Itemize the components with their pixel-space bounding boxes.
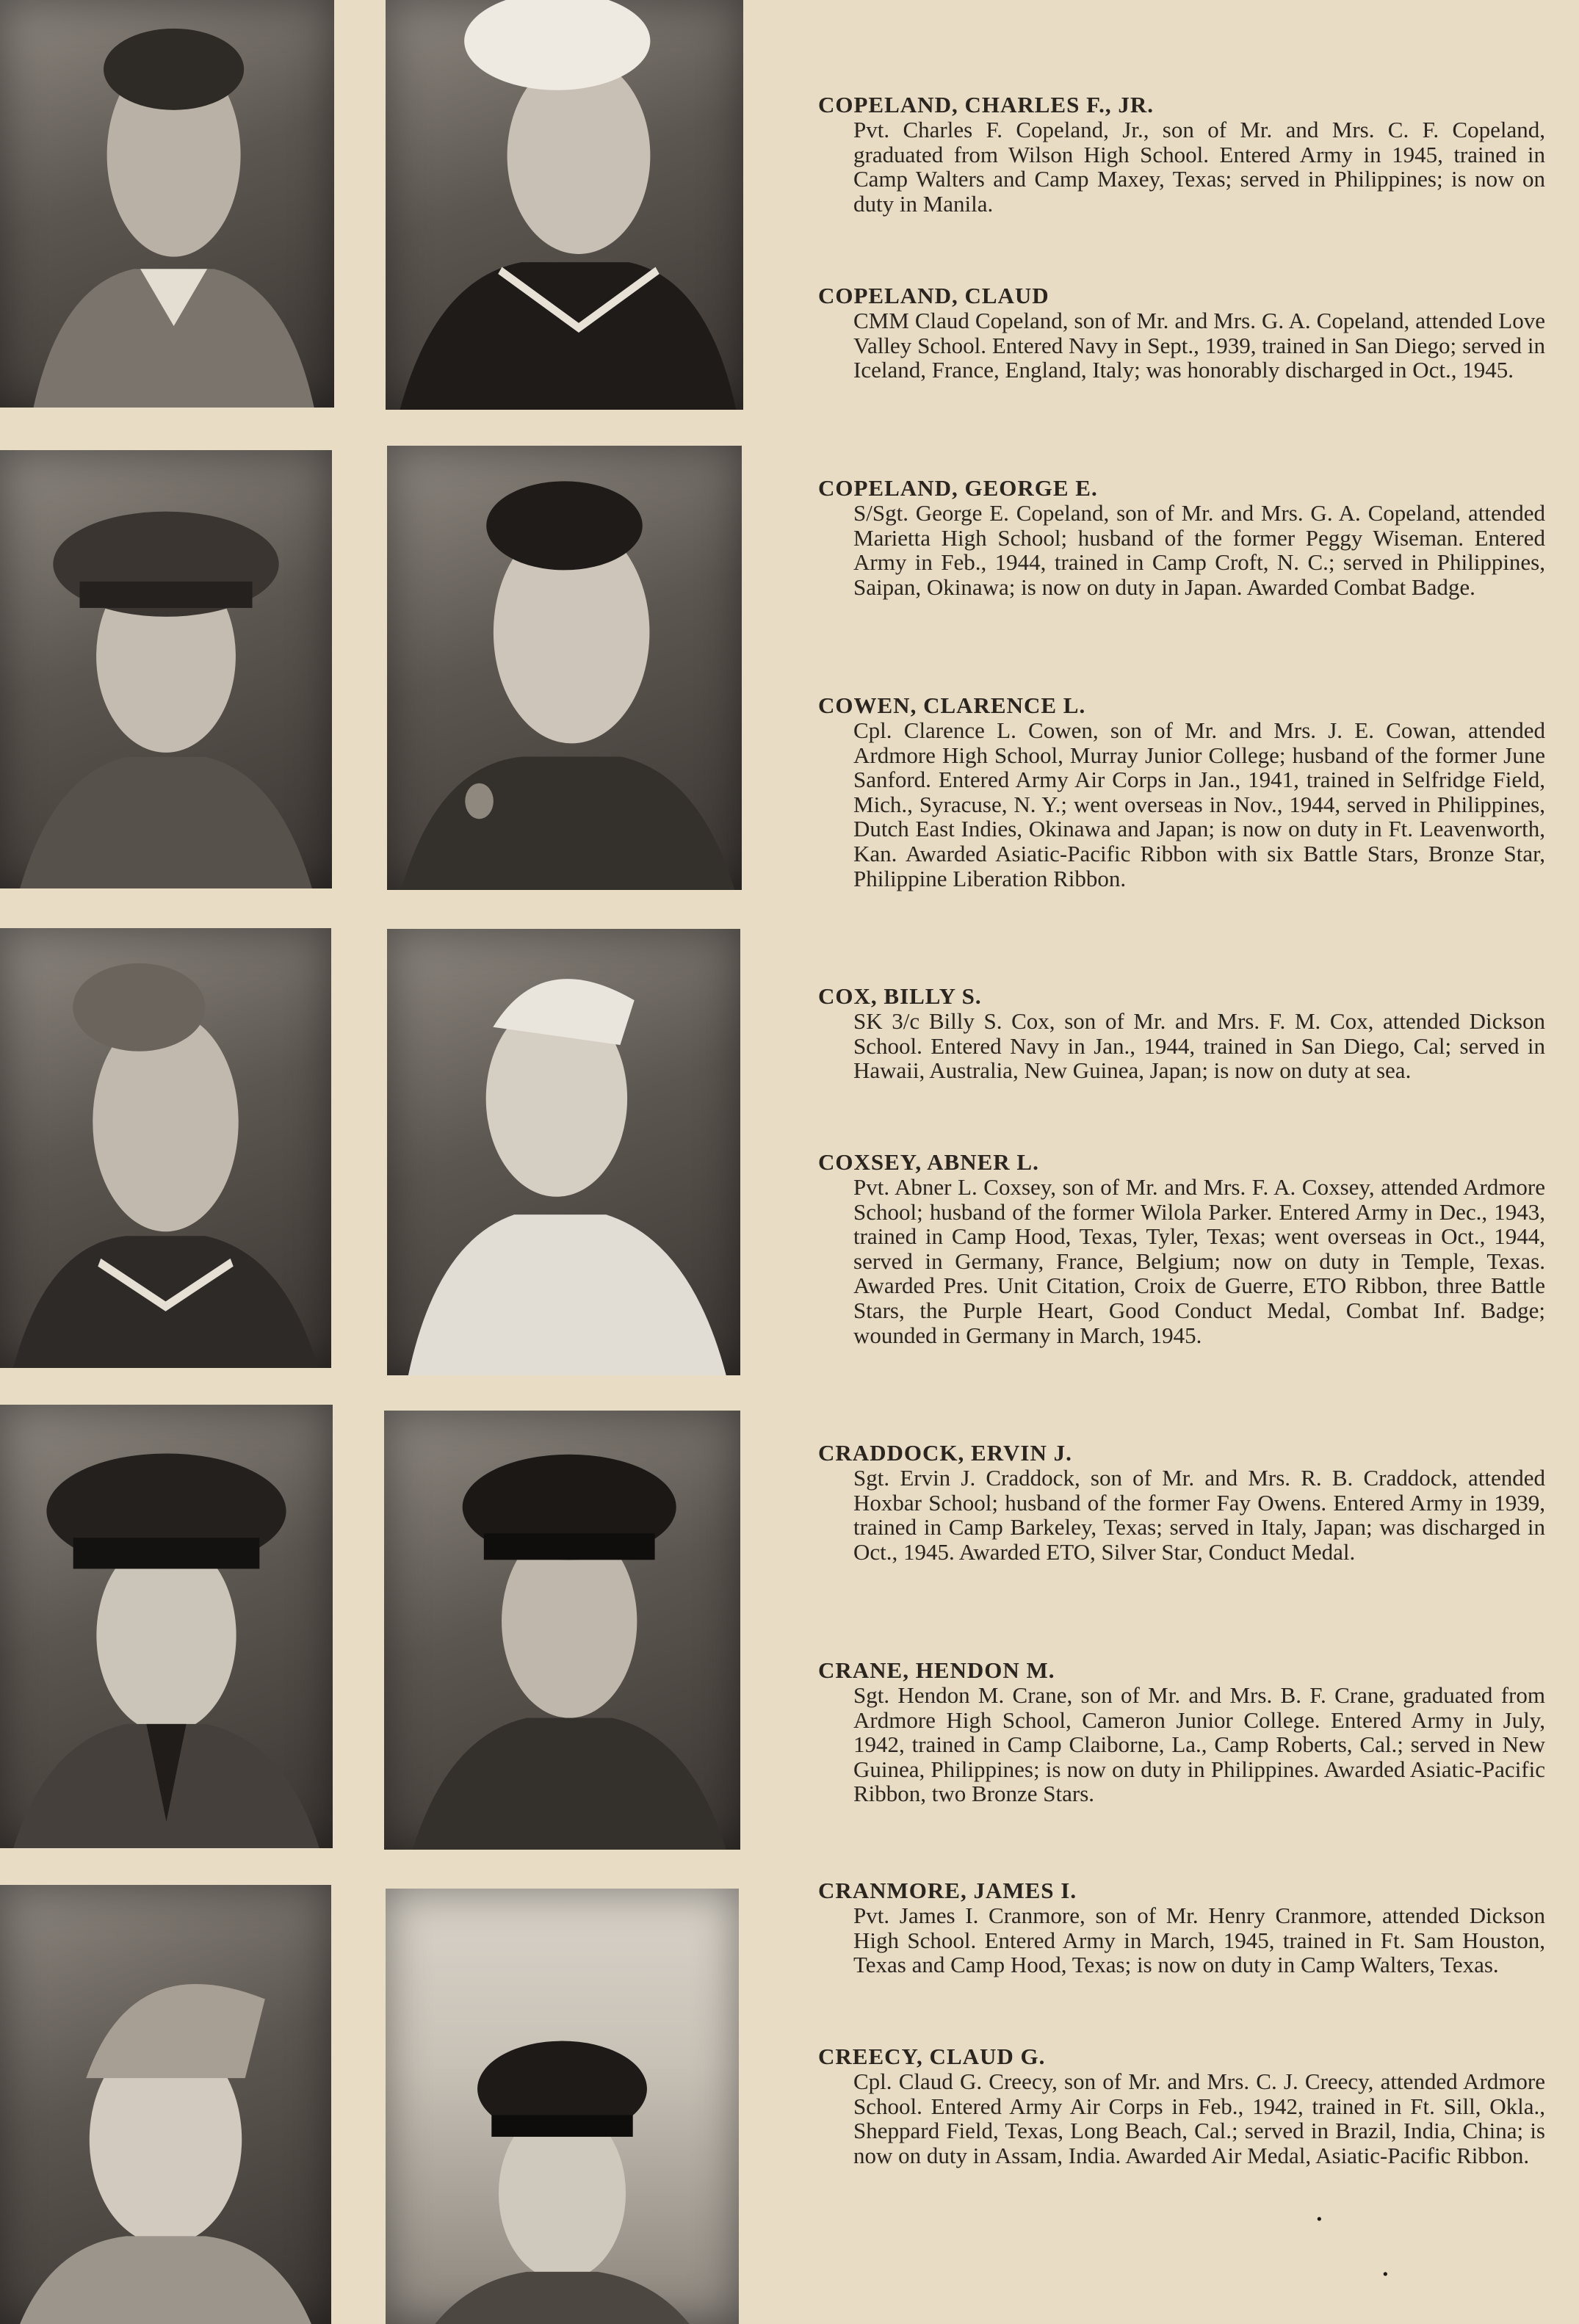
entry-name: COPELAND, CHARLES F., JR. xyxy=(818,92,1155,117)
entry-crane-hendon xyxy=(818,1658,1545,1806)
entry-name: COXSEY, ABNER L. xyxy=(818,1149,1039,1175)
entry-name: COWEN, CLARENCE L. xyxy=(818,692,1086,718)
portrait-silhouette xyxy=(387,446,742,890)
entry-bio: Pvt. Charles F. Copeland, Jr., son of Mr. and Mrs. C. F. Copeland, graduated from Wilson High School. Entered Army in 1945, trained in Camp Walters and Camp Maxey, Texas; served in Philippines; is now on duty in Manila. xyxy=(853,117,1545,217)
portrait-photo xyxy=(386,1889,739,2324)
entry-copeland-claud xyxy=(818,283,1545,383)
entry-copeland-charles xyxy=(818,93,1545,216)
portrait-photo xyxy=(386,0,743,410)
entry-cranmore-james xyxy=(818,1878,1545,1977)
entry-bio: SK 3/c Billy S. Cox, son of Mr. and Mrs. F. M. Cox, attended Dickson School. Entered Navy in Jan., 1944, trained in San Diego, Cal; served in Hawaii, Australia, New Guinea, Japan; is now on duty at sea. xyxy=(853,1008,1545,1084)
entry-bio: Cpl. Clarence L. Cowen, son of Mr. and Mrs. J. E. Cowan, attended Ardmore High School, Murray Junior College; husband of the former June Sanford. Entered Army Air Corps in Jan., 1941, trained in Selfridge Field, Mich., Syracuse, N. Y.; went overseas in Nov., 1944, served in Philippines, Dutch East Indies, Okinawa and Japan; is now on duty in Ft. Leavenworth, Kan. Awarded Asiatic-Pacific Ribbon with six Battle Stars, Bronze Star, Philippine Liberation Ribbon. xyxy=(853,717,1545,891)
entry-name: CRADDOCK, ERVIN J. xyxy=(818,1440,1072,1466)
portrait-silhouette xyxy=(384,1411,740,1850)
portrait-photo xyxy=(387,929,740,1375)
entry-bio: Cpl. Claud G. Creecy, son of Mr. and Mrs. C. J. Creecy, attended Ardmore School. Entered Army Air Corps in Feb., 1942, trained in Ft. Sill, Okla., Sheppard Field, Texas, Long Beach, Cal.; served in Brazil, India, China; is now on duty in Assam, India. Awarded Air Medal, Asiatic-Pacific Ribbon. xyxy=(853,2068,1545,2168)
entry-bio: Sgt. Ervin J. Craddock, son of Mr. and Mrs. R. B. Craddock, attended Hoxbar School; husband of the former Fay Owens. Entered Army in 1939, trained in Camp Barkeley, Texas; served in Italy, Japan; was discharged in Oct., 1945. Awarded ETO, Silver Star, Conduct Medal. xyxy=(853,1465,1545,1565)
portrait-silhouette xyxy=(0,1885,331,2324)
portrait-photo xyxy=(0,0,334,408)
entry-bio: S/Sgt. George E. Copeland, son of Mr. and Mrs. G. A. Copeland, attended Marietta High School; husband of the former Peggy Wiseman. Entered Army in Feb., 1944, trained in Camp Croft, N. C.; served in Philippines, Saipan, Okinawa; is now on duty in Japan. Awarded Combat Badge. xyxy=(853,500,1545,600)
entry-copeland-george xyxy=(818,476,1545,599)
portrait-silhouette xyxy=(0,0,334,408)
entry-bio: Sgt. Hendon M. Crane, son of Mr. and Mrs. B. F. Crane, graduated from Ardmore High School, Cameron Junior College. Entered Army in July, 1942, trained in Camp Claiborne, La., Camp Roberts, Cal.; served in New Guinea, Philippines; is now on duty in Philippines. Awarded Asiatic-Pacific Ribbon, two Bronze Stars. xyxy=(853,1682,1545,1807)
portrait-photo xyxy=(387,446,742,890)
entry-bio: CMM Claud Copeland, son of Mr. and Mrs. G. A. Copeland, attended Love Valley School. Entered Navy in Sept., 1939, trained in San Diego; served in Iceland, France, England, Italy; was honorably discharged in Oct., 1945. xyxy=(853,308,1545,383)
print-speck: · xyxy=(1381,2258,1390,2292)
portrait-silhouette xyxy=(387,929,740,1375)
entry-cowen-clarence xyxy=(818,693,1545,891)
entry-craddock-ervin xyxy=(818,1441,1545,1564)
portrait-photo xyxy=(0,928,331,1368)
entry-cox-billy xyxy=(818,984,1545,1083)
portrait-photo xyxy=(384,1411,740,1850)
entry-bio: Pvt. Abner L. Coxsey, son of Mr. and Mrs. F. A. Coxsey, attended Ardmore School; husband of the former Wilola Parker. Entered Army in Dec., 1943, trained in Camp Hood, Texas, Tyler, Texas; went overseas in Oct., 1944, served in Germany, France, Belgium; now on duty in Temple, Texas. Awarded Pres. Unit Citation, Croix de Guerre, ETO Ribbon, three Battle Stars, the Purple Heart, Good Conduct Medal, Combat Inf. Badge; wounded in Germany in March, 1945. xyxy=(853,1174,1545,1348)
entry-name: COPELAND, CLAUD xyxy=(818,283,1049,308)
print-speck: · xyxy=(1315,2203,1324,2237)
portrait-silhouette xyxy=(0,1405,333,1848)
portrait-photo xyxy=(0,1405,333,1848)
portrait-photo xyxy=(0,1885,331,2324)
entry-name: CRANE, HENDON M. xyxy=(818,1657,1055,1683)
portrait-silhouette xyxy=(386,1889,739,2324)
entry-coxsey-abner xyxy=(818,1150,1545,1347)
portrait-photo xyxy=(0,450,332,888)
entry-name: CRANMORE, JAMES I. xyxy=(818,1878,1077,1903)
entry-name: COPELAND, GEORGE E. xyxy=(818,475,1098,501)
entry-creecy-claud xyxy=(818,2044,1545,2168)
portrait-silhouette xyxy=(0,928,331,1368)
entry-name: CREECY, CLAUD G. xyxy=(818,2044,1046,2069)
portrait-silhouette xyxy=(386,0,743,410)
entry-name: COX, BILLY S. xyxy=(818,983,982,1009)
portrait-silhouette xyxy=(0,450,332,888)
entry-bio: Pvt. James I. Cranmore, son of Mr. Henry Cranmore, attended Dickson High School. Entered Army in March, 1945, trained in Ft. Sam Houston, Texas and Camp Hood, Texas; is now on duty in Camp Walters, Texas. xyxy=(853,1903,1545,1978)
